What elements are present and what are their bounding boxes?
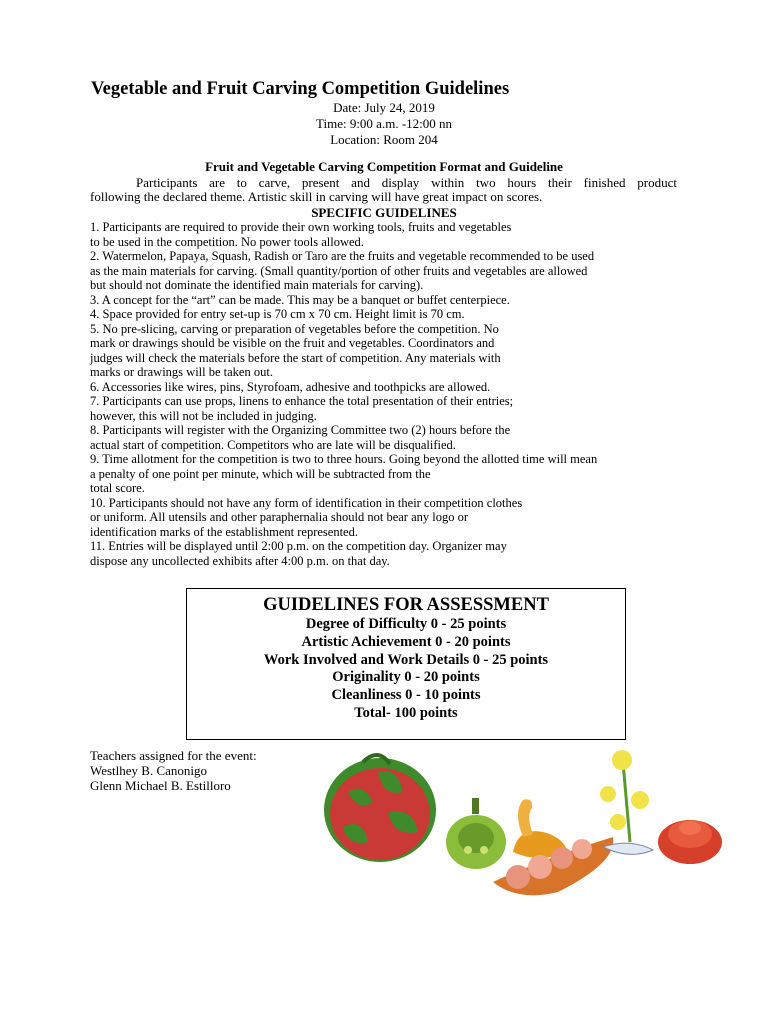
assessment-row: Degree of Difficulty 0 - 25 points xyxy=(305,616,507,632)
intro-line: Participants are to carve, present and display within two hours their finished product xyxy=(136,175,677,190)
guideline-line: 5. No pre-slicing, carving or preparation of vegetables before the competition. No xyxy=(90,321,499,336)
assessment-total: Total- 100 points xyxy=(354,704,458,721)
guideline-line: 10. Participants should not have any form of identification in their competition clothes xyxy=(90,495,523,510)
guideline-line: marks or drawings will be taken out. xyxy=(90,365,273,379)
teachers-label: Teachers assigned for the event: xyxy=(90,748,257,763)
event-time: Time: 9:00 a.m. -12:00 nn xyxy=(315,116,453,131)
format-heading: Fruit and Vegetable Carving Competition Format and Guideline xyxy=(205,159,563,174)
carved-squash-icon xyxy=(446,798,506,869)
page-title: Vegetable and Fruit Carving Competition Guidelines xyxy=(91,79,510,99)
event-location: Location: Room 204 xyxy=(330,132,438,147)
guideline-line: 3. A concept for the “art” can be made. This may be a banquet or buffet centerpiece. xyxy=(90,292,510,307)
guideline-line: 6. Accessories like wires, pins, Styrofoam, adhesive and toothpicks are allowed. xyxy=(90,379,491,394)
guideline-line: identification marks of the establishment represented. xyxy=(90,524,358,539)
guideline-line: total score. xyxy=(90,481,145,495)
guideline-line: 1. Participants are required to provide their own working tools, fruits and vegetables xyxy=(90,220,512,234)
guideline-line: actual start of competition. Competitors who are late will be disqualified. xyxy=(90,437,456,452)
intro-paragraph xyxy=(90,176,677,204)
guideline-line: mark or drawings should be visible on the fruit and vegetables. Coordinators and xyxy=(90,336,495,350)
guideline-line: 11. Entries will be displayed until 2:00 p.m. on the competition day. Organizer may xyxy=(90,539,507,553)
carved-watermelon-icon xyxy=(324,755,436,862)
guidelines-list xyxy=(90,220,690,568)
assessment-row: Originality 0 - 20 points xyxy=(332,669,480,686)
intro-line: following the declared theme. Artistic skill in carving will have great impact on scores. xyxy=(90,189,543,204)
guideline-line: or uniform. All utensils and other paraphernalia should not bear any logo or xyxy=(90,510,469,524)
event-date: Date: July 24, 2019 xyxy=(333,100,435,115)
event-meta xyxy=(90,100,678,148)
guideline-line: 4. Space provided for entry set-up is 70 cm x 70 cm. Height limit is 70 cm. xyxy=(90,307,465,321)
assessment-box xyxy=(186,588,626,740)
guideline-line: to be used in the competition. No power tools allowed. xyxy=(90,234,364,249)
guideline-line: 9. Time allotment for the competition is two to three hours. Going beyond the allotted time will mean xyxy=(90,452,598,466)
assessment-title: GUIDELINES FOR ASSESSMENT xyxy=(263,595,549,615)
teacher-name: Glenn Michael B. Estilloro xyxy=(90,778,231,793)
carved-rose-icon xyxy=(658,820,722,864)
guideline-line: but should not dominate the identified main materials for carving). xyxy=(90,278,424,292)
assessment-row: Artistic Achievement 0 - 20 points xyxy=(301,633,511,650)
guideline-line: judges will check the materials before the start of competition. Any materials with xyxy=(90,350,501,365)
specific-guidelines-heading: SPECIFIC GUIDELINES xyxy=(311,205,457,220)
assessment-row: Work Involved and Work Details 0 - 25 points xyxy=(263,651,549,668)
guideline-line: however, this will not be included in judging. xyxy=(90,408,317,423)
guideline-line: dispose any uncollected exhibits after 4:00 p.m. on that day. xyxy=(90,553,390,568)
teacher-name: Westlhey B. Canonigo xyxy=(90,763,208,778)
guideline-line: 7. Participants can use props, linens to enhance the total presentation of their entries; xyxy=(90,394,514,408)
fruit-vegetable-carvings-illustration xyxy=(318,742,728,912)
guideline-line: 2. Watermelon, Papaya, Squash, Radish or Taro are the fruits and vegetable recommended to be used xyxy=(90,249,595,263)
guideline-line: as the main materials for carving. (Small quantity/portion of other fruits and vegetables are allowed xyxy=(90,263,588,278)
teachers-section xyxy=(90,748,257,793)
guideline-line: 8. Participants will register with the Organizing Committee two (2) hours before the xyxy=(90,423,511,437)
assessment-row: Cleanliness 0 - 10 points xyxy=(331,687,481,704)
guideline-line: a penalty of one point per minute, which will be subtracted from the xyxy=(90,466,431,481)
